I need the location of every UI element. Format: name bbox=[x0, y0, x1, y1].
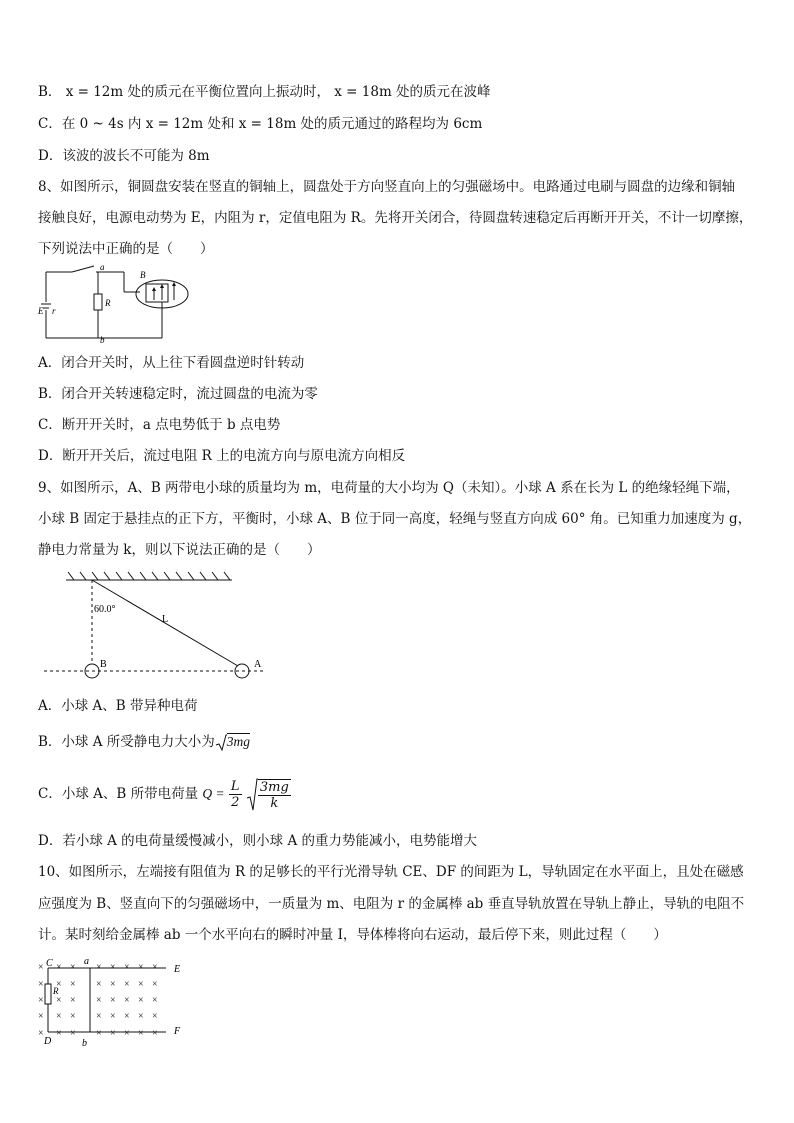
q9-option-c-frac-num: L bbox=[230, 779, 240, 794]
q10-label-C: C bbox=[46, 958, 53, 969]
q9-option-c-Q: Q = bbox=[202, 786, 225, 801]
svg-text:×: × bbox=[96, 995, 102, 1006]
q8-stem-line3: 下列说法中正确的是（ ） bbox=[38, 241, 214, 257]
q9-option-c-text: C．小球 A、B 所带电荷量 bbox=[38, 786, 199, 802]
q9-option-c-frac-den: 2 bbox=[231, 795, 240, 810]
q9-stem-line2: 小球 B 固定于悬挂点的正下方，平衡时，小球 A、B 位于同一高度，轻绳与竖直方向成 60° 角。已知重力加速度为 g， bbox=[38, 511, 752, 527]
svg-text:×: × bbox=[56, 1011, 62, 1022]
svg-text:×: × bbox=[152, 995, 158, 1006]
q8-label-r: r bbox=[52, 306, 56, 316]
svg-text:×: × bbox=[56, 962, 62, 973]
svg-text:×: × bbox=[110, 1011, 116, 1022]
q8-label-b: b bbox=[100, 335, 105, 344]
svg-text:×: × bbox=[38, 1011, 44, 1022]
q7-option-d: D．该波的波长不可能为 8m bbox=[38, 148, 210, 164]
svg-text:×: × bbox=[152, 1028, 158, 1039]
q8-option-b: B．闭合开关转速稳定时，流过圆盘的电流为零 bbox=[38, 386, 318, 402]
svg-text:×: × bbox=[138, 1028, 144, 1039]
q9-pendulum-figure bbox=[40, 570, 280, 682]
q8-stem-line1: 8、如图所示，铜圆盘安装在竖直的铜轴上，圆盘处于方向竖直向上的匀强磁场中。电路通过电刷与圆盘的边缘和铜轴 bbox=[38, 179, 736, 195]
q9-label-L: L bbox=[162, 614, 169, 625]
q9-option-b-text: B．小球 A 所受静电力大小为 bbox=[38, 734, 215, 750]
svg-text:×: × bbox=[96, 979, 102, 990]
q10-stem-line3: 计。某时刻给金属棒 ab 一个水平向右的瞬时冲量 I，导体棒将向右运动，最后停下来，则此过程（ ） bbox=[38, 927, 667, 943]
q9-option-c-fraction bbox=[229, 779, 242, 810]
svg-text:×: × bbox=[124, 995, 130, 1006]
q10-label-F: F bbox=[174, 1026, 181, 1037]
q9-stem-line1: 9、如图所示，A、B 两带电小球的质量均为 m，电荷量的大小均为 Q（未知）。小球 A 系在长为 L 的绝缘轻绳下端， bbox=[38, 480, 740, 496]
q9-option-b-formula bbox=[215, 733, 250, 752]
svg-text:×: × bbox=[110, 995, 116, 1006]
q10-label-R: R bbox=[53, 986, 59, 996]
q9-option-d: D．若小球 A 的电荷量缓慢减小，则小球 A 的重力势能减小，电势能增大 bbox=[38, 833, 477, 849]
svg-text:×: × bbox=[138, 979, 144, 990]
q10-label-a: a bbox=[84, 956, 89, 967]
svg-text:×: × bbox=[124, 979, 130, 990]
svg-text:×: × bbox=[38, 962, 44, 973]
svg-text:×: × bbox=[70, 979, 76, 990]
svg-text:×: × bbox=[138, 995, 144, 1006]
q8-label-B: B bbox=[140, 270, 146, 280]
svg-text:×: × bbox=[38, 979, 44, 990]
q10-label-b: b bbox=[82, 1038, 87, 1048]
q8-stem-line2: 接触良好，电源电动势为 E，内阻为 r，定值电阻为 R。先将开关闭合，待圆盘转速稳定后再断开开关，不计一切摩擦， bbox=[38, 210, 753, 226]
svg-text:×: × bbox=[38, 1028, 44, 1039]
q8-label-R: R bbox=[105, 298, 111, 308]
svg-text:×: × bbox=[70, 995, 76, 1006]
q9-option-a: A．小球 A、B 带异种电荷 bbox=[38, 698, 198, 714]
svg-text:×: × bbox=[96, 1028, 102, 1039]
q9-stem-line3: 静电力常量为 k，则以下说法正确的是（ ） bbox=[38, 542, 321, 558]
svg-text:×: × bbox=[96, 1011, 102, 1022]
q8-option-c: C．断开开关时，a 点电势低于 b 点电势 bbox=[38, 417, 281, 433]
svg-text:×: × bbox=[70, 1028, 76, 1039]
q10-rail-figure bbox=[36, 954, 196, 1048]
svg-text:×: × bbox=[110, 962, 116, 973]
svg-text:×: × bbox=[110, 1028, 116, 1039]
q10-label-D: D bbox=[44, 1036, 52, 1047]
svg-text:×: × bbox=[38, 995, 44, 1006]
q10-stem-line2: 应强度为 B、竖直向下的匀强磁场中，一质量为 m、电阻为 r 的金属棒 ab 垂直导轨放置在导轨上静止，导轨的电阻不 bbox=[38, 896, 745, 912]
q8-circuit-figure bbox=[36, 262, 196, 344]
q9-label-B: B bbox=[100, 659, 107, 670]
svg-text:×: × bbox=[70, 1011, 76, 1022]
svg-text:×: × bbox=[124, 962, 130, 973]
q8-label-E: E bbox=[38, 306, 44, 316]
svg-text:×: × bbox=[138, 962, 144, 973]
q9-option-b bbox=[38, 733, 250, 752]
svg-text:×: × bbox=[152, 979, 158, 990]
svg-text:×: × bbox=[152, 1011, 158, 1022]
q7-option-c: C．在 0 ~ 4s 内 x = 12m 处和 x = 18m 处的质元通过的路程均为 6cm bbox=[38, 116, 483, 132]
q8-option-d: D．断开开关后，流过电阻 R 上的电流方向与原电流方向相反 bbox=[38, 448, 406, 464]
svg-text:×: × bbox=[110, 979, 116, 990]
svg-text:×: × bbox=[56, 979, 62, 990]
q9-angle-label: 60.0° bbox=[94, 604, 116, 615]
svg-text:×: × bbox=[152, 962, 158, 973]
q8-option-a: A．闭合开关时，从上往下看圆盘逆时针转动 bbox=[38, 355, 305, 371]
q9-option-c bbox=[38, 774, 291, 815]
q9-option-c-root-den: k bbox=[270, 796, 279, 811]
q9-option-b-radicand: 3mg bbox=[226, 734, 251, 750]
svg-text:×: × bbox=[124, 1028, 130, 1039]
svg-text:×: × bbox=[56, 995, 62, 1006]
svg-text:×: × bbox=[96, 962, 102, 973]
q10-stem-line1: 10、如图所示，左端接有阻值为 R 的足够长的平行光滑导轨 CE、DF 的间距为 L，导轨固定在水平面上，且处在磁感 bbox=[38, 864, 744, 880]
q7-option-b: B． x = 12m 处的质元在平衡位置向上振动时， x = 18m 处的质元在波峰 bbox=[38, 84, 491, 100]
svg-text:×: × bbox=[138, 1011, 144, 1022]
q8-label-a: a bbox=[100, 262, 105, 272]
q9-option-c-root-num: 3mg bbox=[259, 780, 289, 795]
q10-label-E: E bbox=[174, 964, 181, 975]
svg-text:×: × bbox=[124, 1011, 130, 1022]
q9-label-A: A bbox=[254, 659, 262, 670]
svg-text:×: × bbox=[56, 1028, 62, 1039]
svg-text:×: × bbox=[70, 962, 76, 973]
q9-option-c-root bbox=[246, 775, 291, 815]
